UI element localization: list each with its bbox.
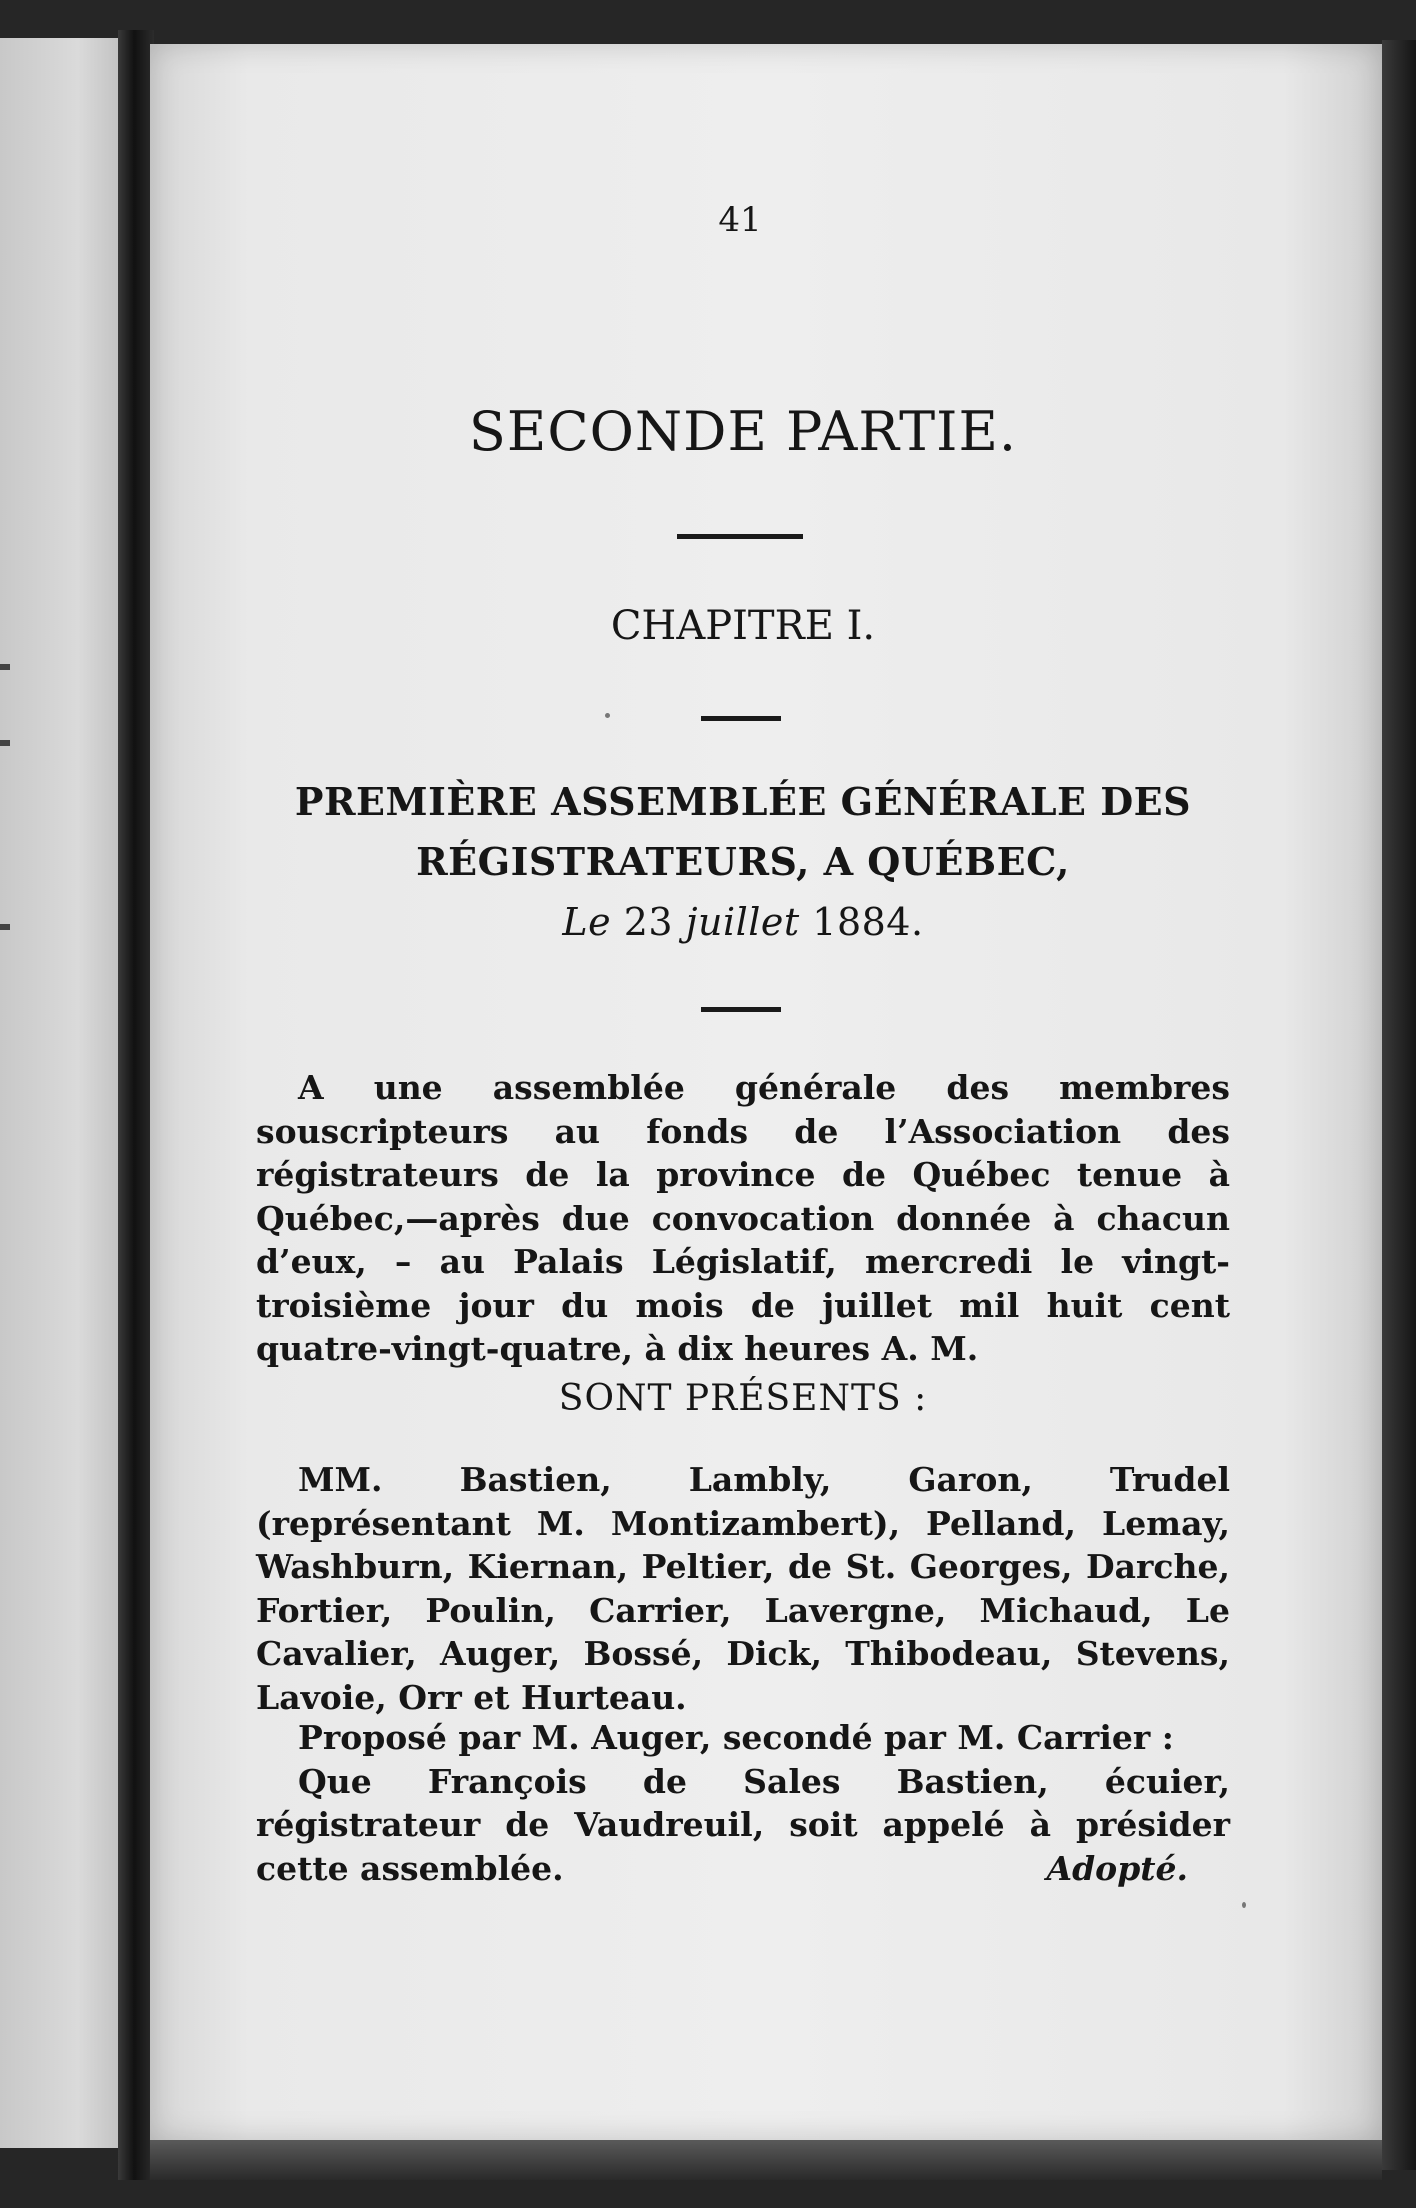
present-heading: SONT PRÉSENTS : bbox=[558, 1378, 928, 1419]
separator-rule bbox=[677, 534, 803, 539]
previous-page-edge bbox=[0, 38, 130, 2148]
meeting-text: A une assemblée générale des membres souscripteurs au fonds de l’Association des régistrateurs de la province de Québec tenue à Québec,—après due convocation donnée à chacun d’eux, – au Palais Législatif, mercredi le vingt-troisième jour du mois de juillet mil huit cent quatre-vingt-quatre, à dix heures A. M. bbox=[256, 1068, 1230, 1368]
bottom-page-edge bbox=[150, 2140, 1382, 2180]
heading-date bbox=[256, 892, 1230, 952]
separator-rule bbox=[701, 716, 781, 721]
resolution-paragraph bbox=[256, 1760, 1230, 1891]
meeting-paragraph bbox=[256, 1066, 1230, 1371]
attendees-text: MM. Bastien, Lambly, Garon, Trudel (représentant M. Montizambert), Pelland, Lemay, Washburn, Kiernan, Peltier, de St. Georges, Darche, Fortier, Poulin, Carrier, Lavergne, Michaud, Le Cavalier, Auger, Bossé, Dick, Thibodeau, Stevens, Lavoie, Orr et Hurteau. bbox=[256, 1460, 1230, 1717]
date-year: 1884. bbox=[812, 900, 924, 944]
heading-line-2: RÉGISTRATEURS, A QUÉBEC, bbox=[416, 839, 1070, 884]
right-page-edge bbox=[1382, 40, 1416, 2170]
paper-speck bbox=[1242, 1902, 1246, 1908]
part-title: SECONDE PARTIE. bbox=[468, 400, 1018, 463]
date-prefix: Le bbox=[562, 900, 612, 944]
margin-mark bbox=[0, 924, 10, 930]
date-day: 23 bbox=[623, 900, 674, 944]
margin-mark bbox=[0, 664, 10, 670]
book-gutter bbox=[118, 30, 154, 2180]
adopted-status: Adopté. bbox=[1046, 1848, 1188, 1888]
resolution-text: Que François de Sales Bastien, écuier, régistrateur de Vaudreuil, soit appelé à présider cette assemblée. bbox=[256, 1761, 1230, 1888]
motion-text: Proposé par M. Auger, secondé par M. Carrier : bbox=[298, 1718, 1174, 1757]
page-number: 41 bbox=[718, 200, 762, 240]
motion-block bbox=[256, 1716, 1230, 1890]
chapter-title: CHAPITRE I. bbox=[610, 603, 876, 649]
margin-mark bbox=[0, 740, 10, 746]
date-month: juillet bbox=[685, 900, 800, 944]
paper-speck bbox=[605, 713, 610, 718]
separator-rule bbox=[701, 1007, 781, 1012]
heading-line-1: PREMIÈRE ASSEMBLÉE GÉNÉRALE DES bbox=[294, 779, 1192, 824]
attendees-paragraph bbox=[256, 1458, 1230, 1719]
section-heading bbox=[256, 772, 1230, 952]
